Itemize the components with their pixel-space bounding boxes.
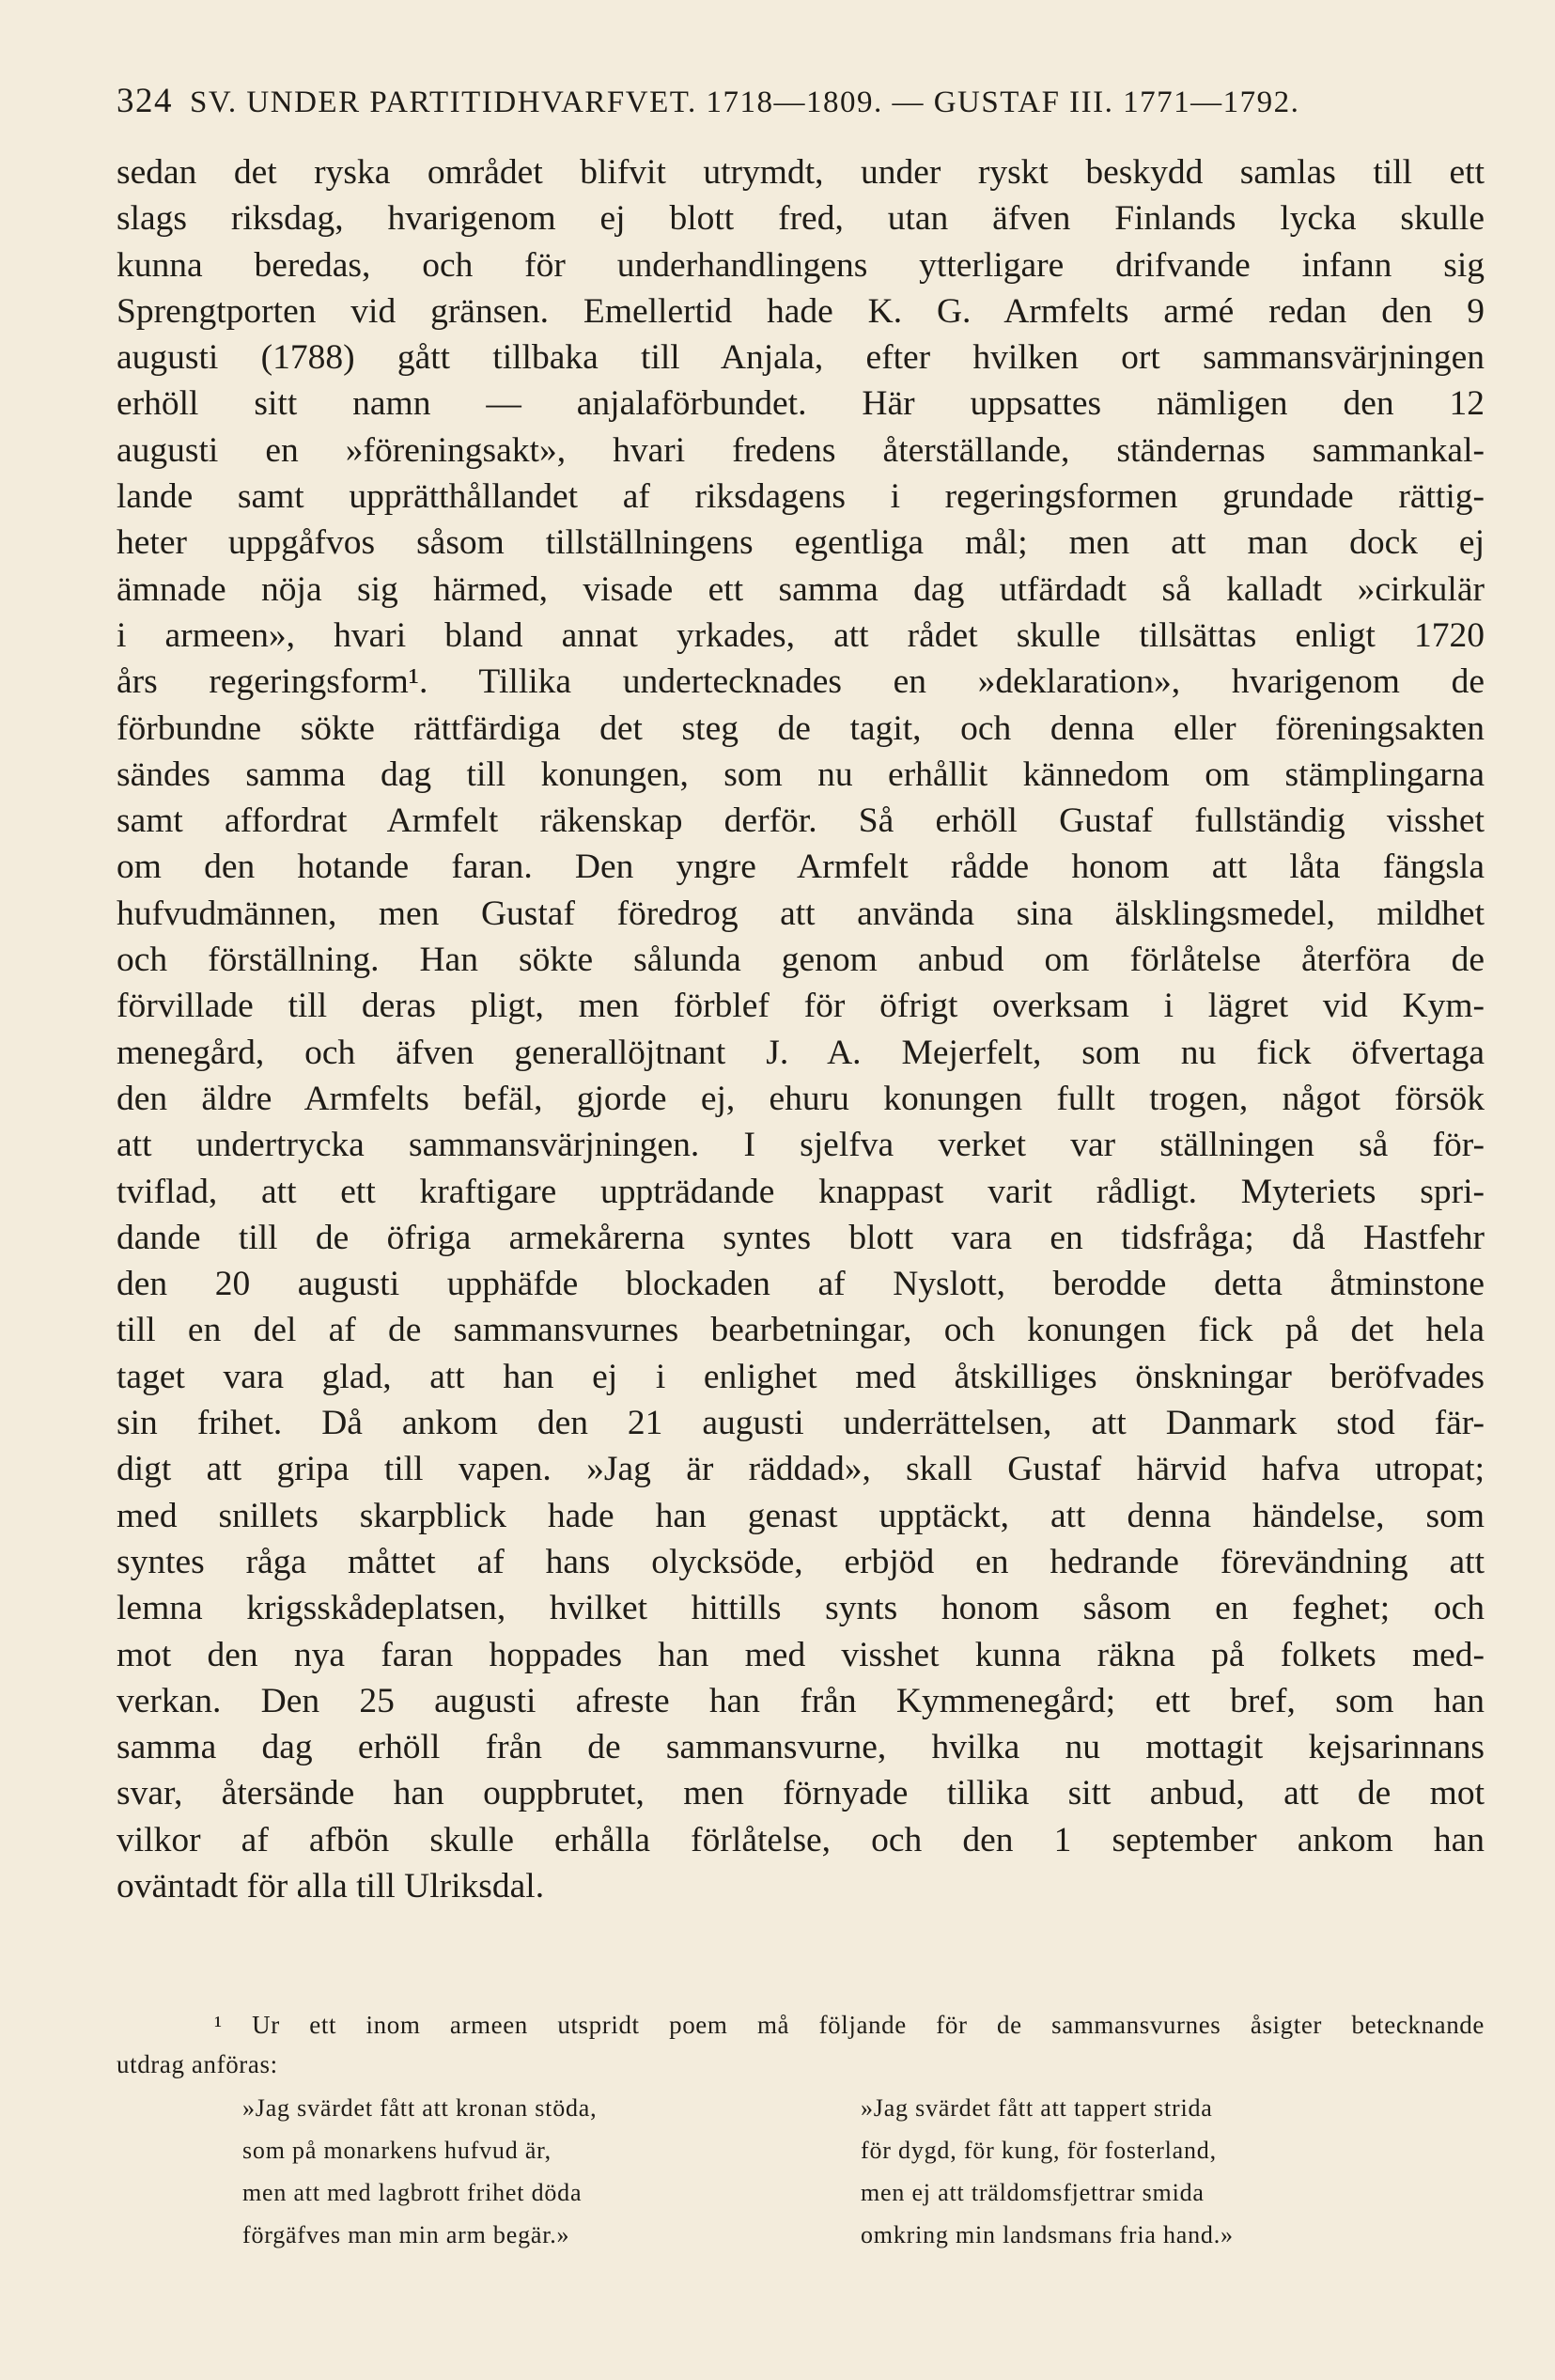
text-line: ämnade nöja sig härmed, visade ett samma dag utfärdadt så kalladt »cirkulär — [117, 569, 1485, 609]
text-line: syntes råga måttet af hans olycksöde, erbjöd en hedrande förevändning att — [117, 1542, 1485, 1581]
poem-line: som på monarkens hufvud är, — [242, 2137, 552, 2164]
text-line: menegård, och äfven generallöjtnant J. A. Mejerfelt, som nu fick öfvertaga — [117, 1033, 1485, 1072]
text-line: slags riksdag, hvarigenom ej blott fred, utan äfven Finlands lycka skulle — [117, 199, 1485, 239]
poem-line: »Jag svärdet fått att kronan stöda, — [242, 2094, 598, 2122]
text-line: den äldre Armfelts befäl, gjorde ej, ehuru konungen fullt trogen, något försök — [117, 1079, 1485, 1118]
poem-line: för dygd, för kung, för fosterland, — [861, 2137, 1217, 2164]
text-line: taget vara glad, att han ej i enlighet med åtskilliges önskningar beröfvades — [117, 1357, 1485, 1396]
text-line: års regeringsform¹. Tillika undertecknades en »deklaration», hvarigenom de — [117, 662, 1485, 702]
text-line: verkan. Den 25 augusti afreste han från Kymmenegård; ett bref, som han — [117, 1681, 1485, 1720]
poem-stanza-right — [861, 2087, 1234, 2256]
footnote — [117, 2005, 1485, 2084]
text-line: heter uppgåfvos såsom tillställningens egentliga mål; men att man dock ej — [117, 523, 1485, 563]
text-line: om den hotande faran. Den yngre Armfelt rådde honom att låta fängsla — [117, 848, 1485, 887]
text-line: förbundne sökte rättfärdiga det steg de tagit, och denna eller föreningsakten — [117, 708, 1485, 748]
footnote-intro-line: utdrag anföras: — [117, 2050, 278, 2078]
text-line: sin frihet. Då ankom den 21 augusti underrättelsen, att Danmark stod fär- — [117, 1404, 1485, 1443]
running-title: SV. UNDER PARTITIDHVARFVET. 1718—1809. — GUSTAF III. 1771—1792. — [190, 86, 1300, 119]
text-line: digt att gripa till vapen. »Jag är räddad», skall Gustaf härvid hafva utropat; — [117, 1450, 1485, 1489]
poem-stanza-left — [242, 2087, 597, 2256]
main-text-block — [117, 149, 1485, 1909]
text-line: kunna beredas, och för underhandlingens ytterligare drifvande infann sig — [117, 245, 1485, 285]
text-line: vilkor af afbön skulle erhålla förlåtelse, och den 1 september ankom han — [117, 1820, 1485, 1859]
text-line: förvillade till deras pligt, men förblef för öfrigt overksam i lägret vid Kym- — [117, 987, 1485, 1026]
text-line: oväntadt för alla till Ulriksdal. — [117, 1866, 545, 1906]
text-line: lande samt upprätthållandet af riksdagens i regeringsformen grundade rättig- — [117, 477, 1485, 517]
text-line: samma dag erhöll från de sammansvurne, hvilka nu mottagit kejsarinnans — [117, 1728, 1485, 1767]
poem-line: men ej att träldomsfjettrar smida — [861, 2179, 1205, 2206]
poem-line: men att med lagbrott frihet döda — [242, 2179, 583, 2206]
text-line: i armeen», hvari bland annat yrkades, att rådet skulle tillsättas enligt 1720 — [117, 615, 1485, 655]
text-line: den 20 augusti upphäfde blockaden af Nyslott, berodde detta åtminstone — [117, 1265, 1485, 1304]
text-line: erhöll sitt namn — anjalaförbundet. Här uppsattes nämligen den 12 — [117, 384, 1485, 424]
text-line: och förställning. Han sökte sålunda genom anbud om förlåtelse återföra de — [117, 941, 1485, 980]
text-line: att undertrycka sammansvärjningen. I sjelfva verket var ställningen så för- — [117, 1126, 1485, 1165]
text-line: samt affordrat Armfelt räkenskap derför. Så erhöll Gustaf fullständig visshet — [117, 801, 1485, 841]
running-header — [117, 81, 1488, 123]
text-line: augusti en »föreningsakt», hvari fredens återställande, ständernas sammankal- — [117, 430, 1485, 470]
page-number: 324 — [117, 82, 173, 120]
text-line: svar, återsände han ouppbrutet, men förnyade tillika sitt anbud, att de mot — [117, 1774, 1485, 1813]
footnote-intro-line: ¹ Ur ett inom armeen utspridt poem må följande för de sammansvurnes åsigter betecknande — [214, 2011, 1485, 2039]
poem-line: förgäfves man min arm begär.» — [242, 2221, 570, 2248]
text-line: sändes samma dag till konungen, som nu erhållit kännedom om stämplingarna — [117, 754, 1485, 794]
text-line: hufvudmännen, men Gustaf föredrog att använda sina älsklingsmedel, mildhet — [117, 894, 1485, 933]
text-line: dande till de öfriga armekårerna syntes blott vara en tidsfråga; då Hastfehr — [117, 1218, 1485, 1257]
poem-line: »Jag svärdet fått att tappert strida — [861, 2094, 1213, 2122]
text-line: tviflad, att ett kraftigare uppträdande knappast varit rådligt. Myteriets spri- — [117, 1172, 1485, 1211]
text-line: till en del af de sammansvurnes bearbetningar, och konungen fick på det hela — [117, 1311, 1485, 1350]
text-line: sedan det ryska området blifvit utrymdt, under ryskt beskydd samlas till ett — [117, 153, 1485, 192]
text-line: mot den nya faran hoppades han med visshet kunna räkna på folkets med- — [117, 1635, 1485, 1674]
text-line: Sprengtporten vid gränsen. Emellertid hade K. G. Armfelts armé redan den 9 — [117, 291, 1485, 331]
text-line: augusti (1788) gått tillbaka till Anjala, efter hvilken ort sammansvärjningen — [117, 338, 1485, 378]
text-line: med snillets skarpblick hade han genast upptäckt, att denna händelse, som — [117, 1496, 1485, 1535]
poem-line: omkring min landsmans fria hand.» — [861, 2221, 1234, 2248]
text-line: lemna krigsskådeplatsen, hvilket hittills synts honom såsom en feghet; och — [117, 1589, 1485, 1628]
